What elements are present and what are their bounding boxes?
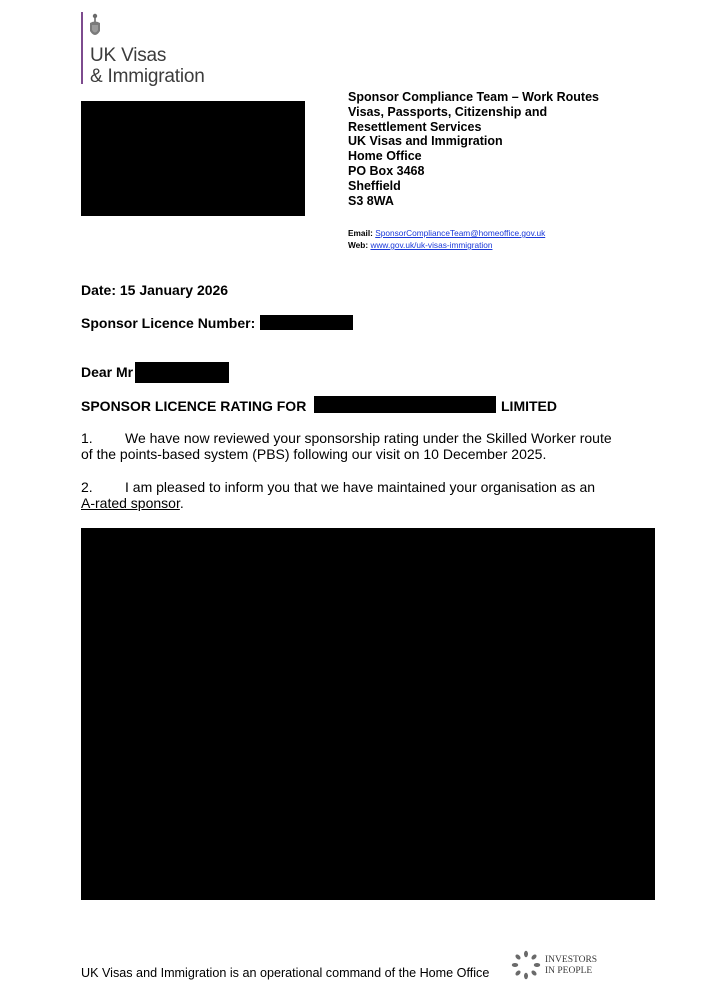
para2-line2	[81, 495, 184, 512]
address-line: Sheffield	[348, 178, 401, 193]
redacted-body-section	[81, 528, 655, 900]
licence-number-label: Sponsor Licence Number:	[81, 315, 256, 331]
sender-address	[348, 90, 599, 208]
email-link[interactable]: SponsorComplianceTeam@homeoffice.gov.uk	[375, 228, 546, 238]
salutation: Dear Mr	[81, 364, 134, 380]
address-line: PO Box 3468	[348, 163, 425, 178]
logo-accent-bar	[81, 12, 83, 84]
para1-line1: We have now reviewed your sponsorship rating under the Skilled Worker route	[125, 430, 612, 446]
web-row	[348, 240, 492, 250]
para2-line1: I am pleased to inform you that we have maintained your organisation as an	[125, 479, 596, 495]
letter-date: Date: 15 January 2026	[81, 282, 229, 298]
royal-crest-icon	[88, 12, 102, 40]
iip-line1: INVESTORS	[545, 955, 598, 965]
a-rated-sponsor-link[interactable]: A-rated sponsor	[81, 495, 180, 511]
address-line: S3 8WA	[348, 193, 394, 208]
para1-line2: of the points-based system (PBS) following our visit on 10 December 2025.	[81, 446, 547, 462]
redacted-licence-number	[260, 315, 353, 330]
address-line: Visas, Passports, Citizenship and	[348, 104, 548, 119]
footer-text: UK Visas and Immigration is an operational command of the Home Office	[81, 966, 490, 980]
logo-text-line1: UK Visas	[90, 45, 167, 66]
address-line: UK Visas and Immigration	[348, 134, 503, 149]
redacted-recipient-name	[135, 362, 229, 383]
para2-end: .	[179, 495, 184, 511]
web-link[interactable]: www.gov.uk/uk-visas-immigration	[370, 240, 493, 250]
investors-in-people-icon	[511, 950, 541, 980]
subject-prefix: SPONSOR LICENCE RATING FOR	[81, 398, 307, 414]
email-label: Email:	[348, 228, 373, 238]
address-line: Sponsor Compliance Team – Work Routes	[348, 90, 599, 104]
para2-number: 2.	[81, 479, 93, 495]
redacted-company-name	[314, 396, 496, 413]
para1-number: 1.	[81, 430, 93, 446]
web-label: Web:	[348, 240, 369, 250]
logo-text-line2: & Immigration	[90, 66, 205, 87]
email-row	[348, 228, 545, 238]
redacted-recipient-address	[81, 101, 305, 216]
iip-line2: IN PEOPLE	[545, 966, 593, 976]
address-line: Home Office	[348, 149, 422, 164]
subject-suffix: LIMITED	[501, 398, 557, 414]
address-line: Resettlement Services	[348, 119, 482, 134]
